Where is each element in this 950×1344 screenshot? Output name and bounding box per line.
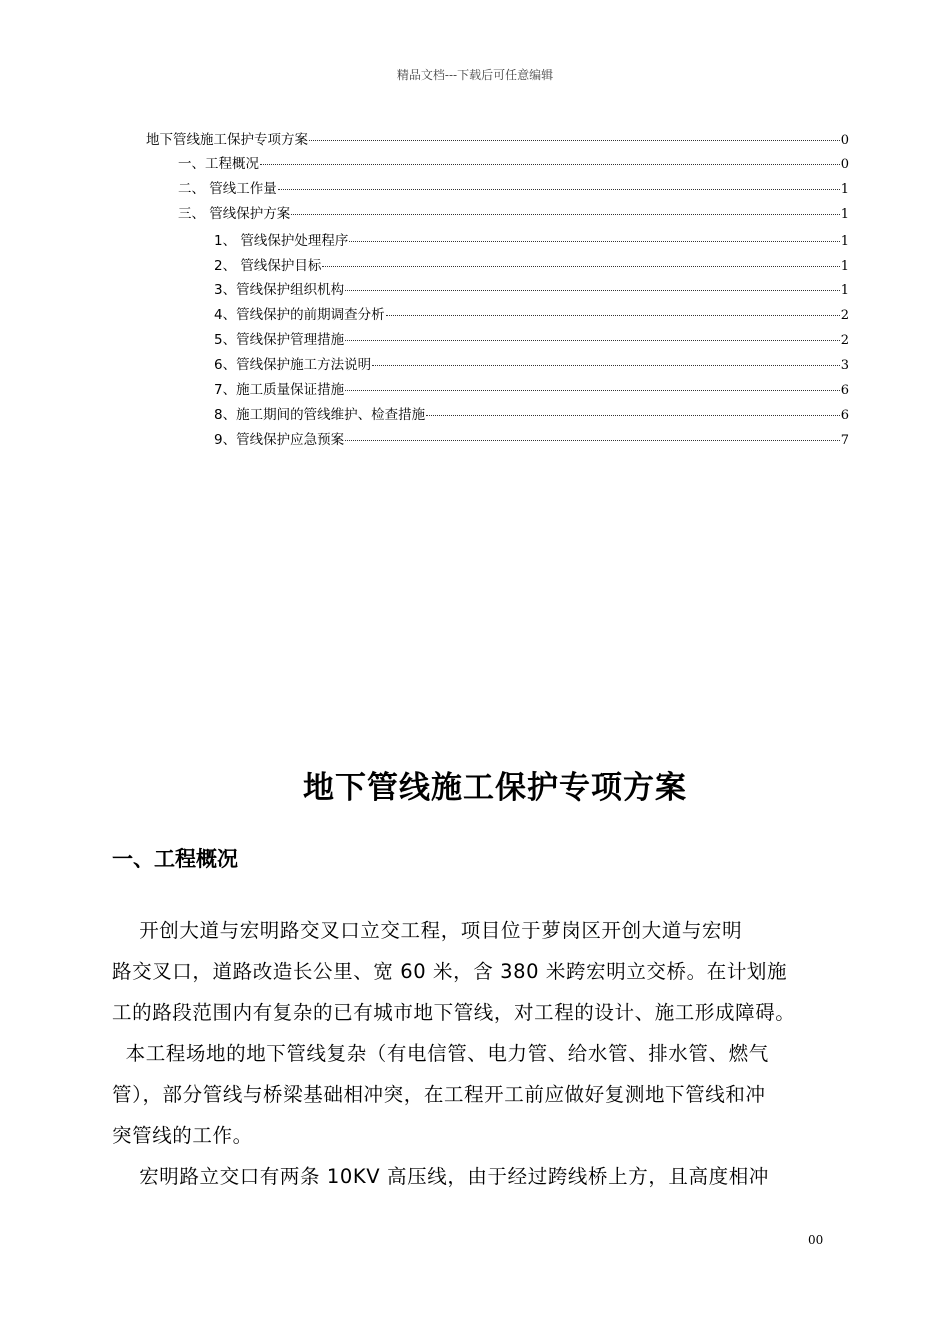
toc-entry-page: 1 <box>840 259 849 274</box>
toc-leader-dots <box>345 340 840 341</box>
toc-leader-dots <box>349 241 839 242</box>
toc-entry[interactable] <box>178 202 849 222</box>
toc-entry-label: 2、 管线保护目标 <box>214 258 322 274</box>
toc-entry-page: 0 <box>840 133 849 148</box>
toc-entry-label: 3、管线保护组织机构 <box>214 282 345 298</box>
toc-entry[interactable] <box>214 229 849 249</box>
paragraph <box>112 910 862 1197</box>
toc-entry-page: 1 <box>840 283 849 298</box>
toc-entry-label: 8、施工期间的管线维护、检查措施 <box>214 407 426 423</box>
toc-entry-label: 9、管线保护应急预案 <box>214 432 345 448</box>
section-heading: 一、工程概况 <box>112 847 238 871</box>
toc-leader-dots <box>345 440 840 441</box>
toc-entry-page: 1 <box>840 207 849 222</box>
paragraph-line: 路交叉口，道路改造长公里、宽 60 米，含 380 米跨宏明立交桥。在计划施 <box>112 960 788 983</box>
toc-entry[interactable] <box>178 177 849 197</box>
toc-entry[interactable] <box>214 278 849 298</box>
toc-entry-label: 5、管线保护管理措施 <box>214 332 345 348</box>
paragraph-line: 管），部分管线与桥梁基础相冲突，在工程开工前应做好复测地下管线和冲 <box>112 1083 766 1106</box>
paragraph-line: 本工程场地的地下管线复杂（有电信管、电力管、给水管、排水管、燃气 <box>112 1042 769 1065</box>
toc-entry[interactable] <box>214 303 849 323</box>
toc-entry-page: 0 <box>840 157 849 172</box>
toc-entry-page: 1 <box>840 182 849 197</box>
paragraph-line: 开创大道与宏明路交叉口立交工程，项目位于萝岗区开创大道与宏明 <box>112 919 743 942</box>
toc-entry-label: 7、施工质量保证措施 <box>214 382 345 398</box>
toc-entry-label: 三、 管线保护方案 <box>178 206 291 222</box>
paragraph-line: 宏明路立交口有两条 10KV 高压线，由于经过跨线桥上方，且高度相冲 <box>112 1165 769 1188</box>
toc-entry[interactable] <box>214 353 849 373</box>
toc-entry-page: 6 <box>840 383 849 398</box>
toc-entry-label: 一、工程概况 <box>178 156 259 172</box>
toc-entry-page: 7 <box>840 433 849 448</box>
toc-entry-label: 二、 管线工作量 <box>178 181 277 197</box>
toc-entry[interactable] <box>146 128 849 148</box>
toc-entry[interactable] <box>214 428 849 448</box>
toc-entry[interactable] <box>178 152 849 172</box>
toc-entry[interactable] <box>214 328 849 348</box>
toc-leader-dots <box>322 266 839 267</box>
toc-entry-label: 地下管线施工保护专项方案 <box>146 132 308 148</box>
toc-leader-dots <box>291 214 839 215</box>
page-header: 精品文档---下载后可任意编辑 <box>396 68 554 82</box>
toc-entry-page: 1 <box>840 234 849 249</box>
toc-leader-dots <box>386 315 840 316</box>
toc-entry-page: 6 <box>840 408 849 423</box>
toc-entry-label: 1、 管线保护处理程序 <box>214 233 349 249</box>
paragraph-line: 工的路段范围内有复杂的已有城市地下管线，对工程的设计、施工形成障碍。 <box>112 1001 796 1024</box>
toc-leader-dots <box>309 140 840 141</box>
toc-entry[interactable] <box>214 378 849 398</box>
toc-entry-page: 3 <box>840 358 849 373</box>
toc-entry[interactable] <box>214 254 849 274</box>
toc-entry-label: 4、管线保护的前期调查分析 <box>214 307 385 323</box>
page-number: 00 <box>808 1233 824 1247</box>
toc-entry-page: 2 <box>840 333 849 348</box>
toc-leader-dots <box>260 164 840 165</box>
toc-entry[interactable] <box>214 403 849 423</box>
toc-leader-dots <box>426 415 840 416</box>
toc-leader-dots <box>345 390 840 391</box>
toc-leader-dots <box>345 290 840 291</box>
toc-leader-dots <box>278 189 840 190</box>
document-title: 地下管线施工保护专项方案 <box>303 770 687 806</box>
toc-entry-label: 6、管线保护施工方法说明 <box>214 357 372 373</box>
toc-leader-dots <box>372 365 840 366</box>
paragraph-line: 突管线的工作。 <box>112 1124 253 1147</box>
toc-entry-page: 2 <box>840 308 849 323</box>
